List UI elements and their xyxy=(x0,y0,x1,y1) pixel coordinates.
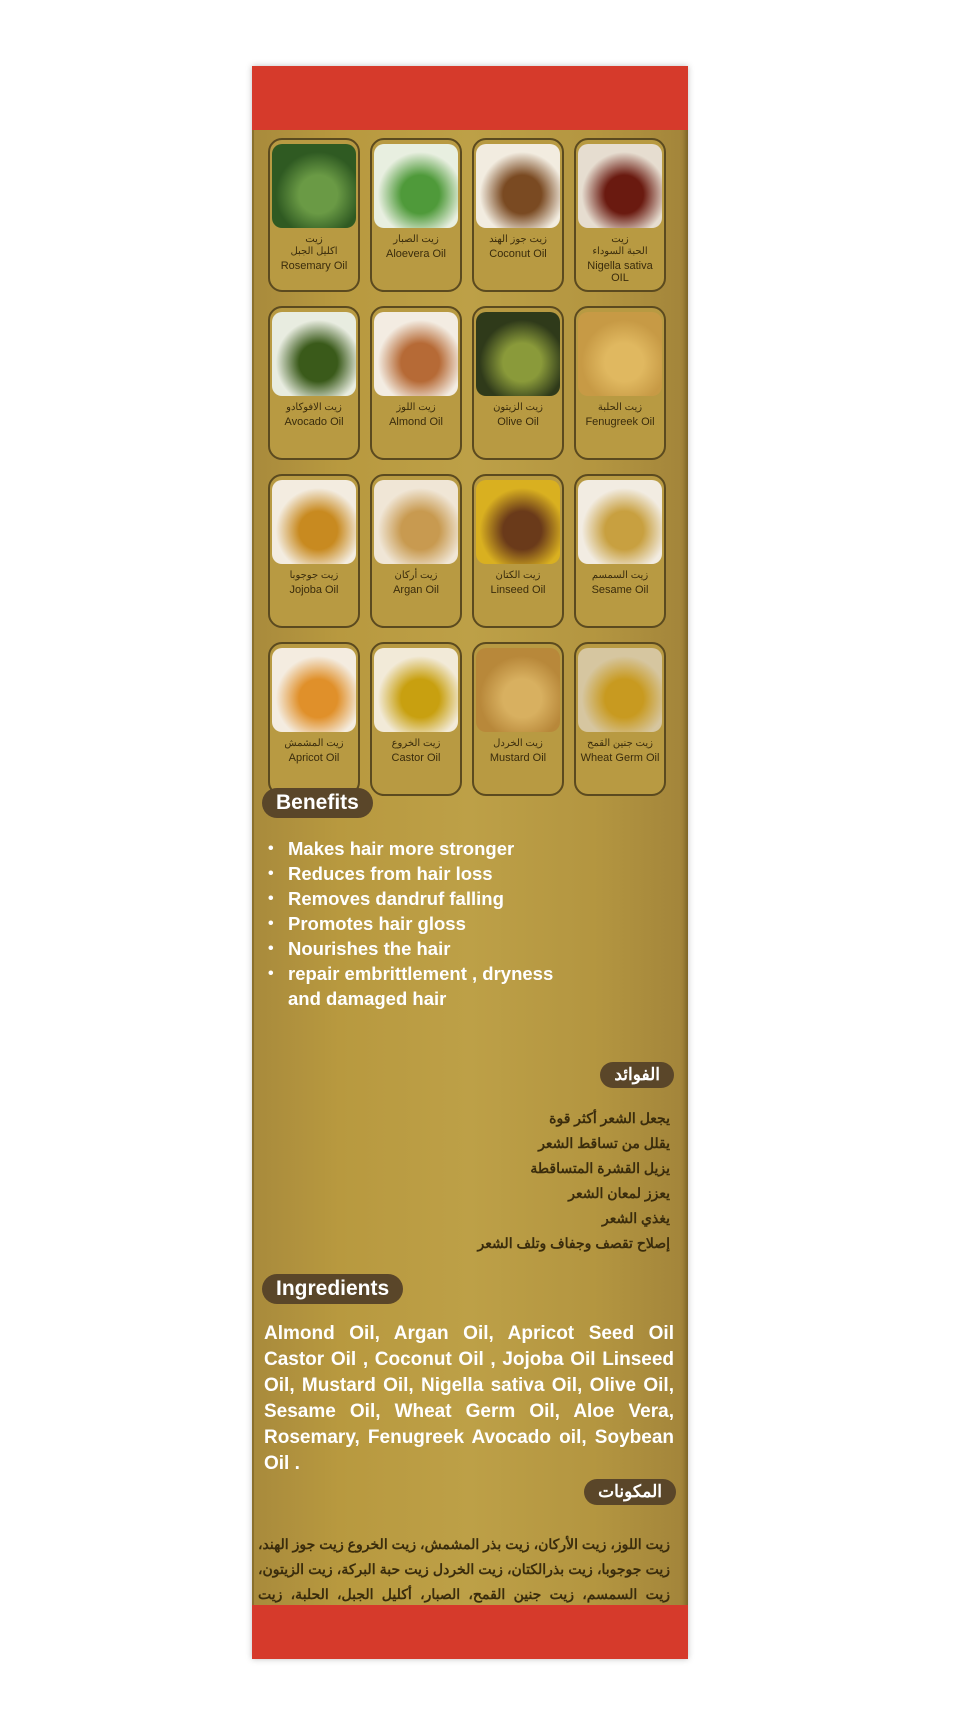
ingredients-ar-title: المكونات xyxy=(584,1479,676,1505)
oil-tile xyxy=(268,642,360,796)
oil-name-ar: زيت جوجوبا xyxy=(289,570,339,581)
oil-tile xyxy=(574,474,666,628)
oil-name-ar: زيت الحبة السوداء xyxy=(592,234,648,257)
benefit-item: • Reduces from hair loss xyxy=(262,861,662,886)
benefit-item: • repair embrittlement , dryness and damaged hair xyxy=(262,961,662,1011)
benefits-list xyxy=(262,836,662,1011)
benefit-ar-item: يجعل الشعر أكثر قوة xyxy=(549,1110,670,1126)
wheat-germ-icon xyxy=(578,648,662,732)
oil-name-en: Coconut Oil xyxy=(489,248,547,260)
argan-icon xyxy=(374,480,458,564)
oil-name-en: Nigella sativa OIL xyxy=(587,260,653,284)
bottom-red-band xyxy=(252,1605,688,1659)
oil-name-en: Almond Oil xyxy=(389,416,443,428)
benefit-item: • Makes hair more stronger xyxy=(262,836,662,861)
oil-name-ar: زيت الزيتون xyxy=(493,402,543,413)
oil-name-ar: زيت اللوز xyxy=(396,402,436,413)
oil-name-ar: زيت المشمش xyxy=(284,738,344,749)
oil-name-ar: زيت الافوكادو xyxy=(286,402,342,413)
oil-name-en: Castor Oil xyxy=(391,752,441,764)
oil-name-en: Aloevera Oil xyxy=(386,248,446,260)
oil-name-en: Wheat Germ Oil xyxy=(580,752,660,764)
oil-name-en: Apricot Oil xyxy=(288,752,340,764)
oil-name-en: Sesame Oil xyxy=(591,584,649,596)
oil-name-ar: زيت اكليل الجبل xyxy=(290,234,338,257)
rosemary-icon xyxy=(272,144,356,228)
oil-name-en: Jojoba Oil xyxy=(289,584,339,596)
benefit-ar-item: يقلل من تساقط الشعر xyxy=(538,1135,670,1151)
top-red-band xyxy=(252,66,688,130)
oil-tile xyxy=(268,474,360,628)
benefits-ar-title: الفوائد xyxy=(600,1062,674,1088)
oil-name-en: Avocado Oil xyxy=(284,416,344,428)
oil-name-en: Olive Oil xyxy=(497,416,539,428)
benefit-ar-item: يعزز لمعان الشعر xyxy=(568,1185,670,1201)
oil-name-en: Linseed Oil xyxy=(490,584,546,596)
oil-tile xyxy=(472,138,564,292)
oil-name-ar: زيت جنين القمح xyxy=(587,738,653,749)
oil-tile xyxy=(370,306,462,460)
oil-name-ar: زيت أركان xyxy=(394,570,438,581)
benefit-ar-item: يزيل القشرة المتساقطة xyxy=(530,1160,670,1176)
benefit-ar-item: يغذي الشعر xyxy=(602,1210,670,1226)
benefit-item: • Removes dandruf falling xyxy=(262,886,662,911)
oil-name-en: Rosemary Oil xyxy=(280,260,348,272)
oil-tile xyxy=(472,474,564,628)
ingredients-title: Ingredients xyxy=(262,1274,403,1304)
oil-tile xyxy=(574,306,666,460)
oil-tile xyxy=(268,138,360,292)
oil-tile xyxy=(574,642,666,796)
linseed-icon xyxy=(476,480,560,564)
product-box-back xyxy=(252,66,688,1659)
benefit-item: • Promotes hair gloss xyxy=(262,911,662,936)
aloevera-icon xyxy=(374,144,458,228)
olive-icon xyxy=(476,312,560,396)
mustard-icon xyxy=(476,648,560,732)
jojoba-icon xyxy=(272,480,356,564)
benefit-ar-item: إصلاح تقصف وجفاف وتلف الشعر xyxy=(477,1235,670,1251)
castor-icon xyxy=(374,648,458,732)
oil-name-ar: زيت السمسم xyxy=(591,570,649,581)
oil-tile xyxy=(370,138,462,292)
avocado-icon xyxy=(272,312,356,396)
oil-name-ar: زيت الخروع xyxy=(391,738,441,749)
sesame-icon xyxy=(578,480,662,564)
oil-tile xyxy=(370,642,462,796)
oil-tile xyxy=(268,306,360,460)
fenugreek-icon xyxy=(578,312,662,396)
apricot-icon xyxy=(272,648,356,732)
benefit-item: • Nourishes the hair xyxy=(262,936,662,961)
oil-tile xyxy=(472,306,564,460)
oil-name-ar: زيت جوز الهند xyxy=(489,234,547,245)
oil-name-en: Mustard Oil xyxy=(489,752,547,764)
nigella-icon xyxy=(578,144,662,228)
ingredients-text: Almond Oil, Argan Oil, Apricot Seed Oil Castor Oil , Coconut Oil , Jojoba Oil Linseed Oil, Mustard Oil, Nigella sativa Oil, Olive Oil, Sesame Oil, Wheat Germ Oil, Aloe Vera, Rosemary, Fenugreek Avocado oil, Soybean Oil . xyxy=(264,1323,674,1474)
oil-name-ar: زيت الصبار xyxy=(393,234,439,245)
oil-tile xyxy=(574,138,666,292)
oil-name-ar: زيت الخردل xyxy=(493,738,543,749)
oil-tile xyxy=(370,474,462,628)
almond-icon xyxy=(374,312,458,396)
ingredients-ar-text: زيت اللوز، زيت الأركان، زيت بذر المشمش، زيت الخروع زيت جوز الهند، زيت جوجوبا، زيت بذرالكتان، زيت الخردل زيت حبة البركة، زيت الزيتون، زيت السمسم، زيت جنين القمح، الصبار، أكليل الجبل، الحلبة، زيت xyxy=(258,1536,670,1602)
oil-tile xyxy=(472,642,564,796)
oil-name-ar: زيت الحلبة xyxy=(597,402,643,413)
oil-grid xyxy=(268,138,668,796)
oil-name-en: Fenugreek Oil xyxy=(585,416,655,428)
oil-name-ar: زيت الكتان xyxy=(495,570,541,581)
oil-name-en: Argan Oil xyxy=(393,584,439,596)
coconut-icon xyxy=(476,144,560,228)
benefits-ar-list xyxy=(270,1106,670,1256)
benefits-title: Benefits xyxy=(262,788,373,818)
